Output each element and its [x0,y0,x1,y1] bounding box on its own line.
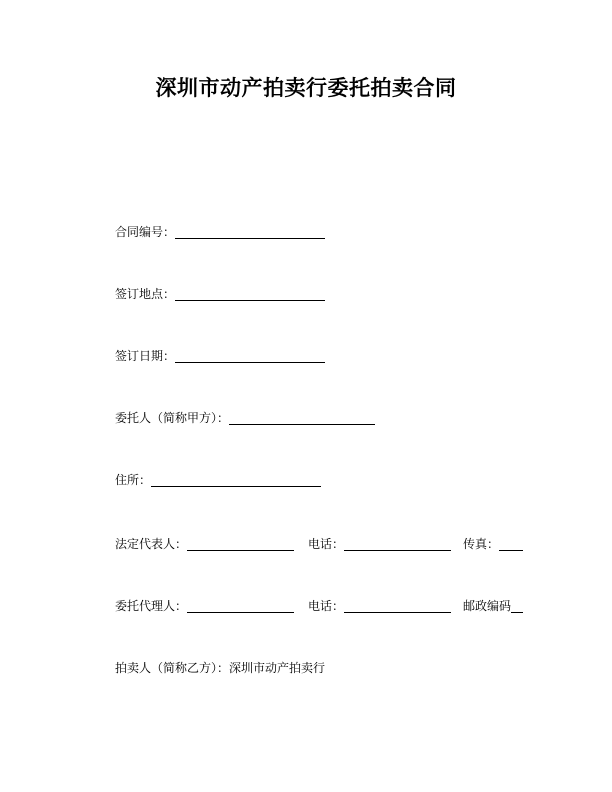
phone-label: 电话： [308,599,345,613]
agent-row [115,596,523,614]
legal-rep-blank[interactable] [187,536,294,551]
agent-blank[interactable] [187,598,294,613]
document-title: 深圳市动产拍卖行委托拍卖合同 [155,76,457,100]
sign-date-label: 签订日期： [115,349,176,363]
sign-date-row [115,346,325,364]
auctioneer-label: 拍卖人（简称乙方）： [115,661,230,675]
fax-blank[interactable] [499,536,523,551]
legal-rep-row [115,534,523,552]
contract-number-row [115,222,325,240]
client-row [115,408,375,426]
agent-label: 委托代理人： [115,599,188,613]
client-blank[interactable] [229,410,375,425]
postcode-blank[interactable] [511,598,523,613]
sign-place-row [115,284,325,302]
postcode-label: 邮政编码 [463,599,512,613]
address-label: 住所： [115,473,152,487]
auctioneer-value: 深圳市动产拍卖行 [229,661,326,675]
legal-rep-label: 法定代表人： [115,537,188,551]
client-label: 委托人（简称甲方）： [115,411,230,425]
fax-label: 传真： [463,537,500,551]
auctioneer-row [115,658,325,676]
phone-label: 电话： [308,537,345,551]
contract-number-label: 合同编号： [115,225,176,239]
address-row [115,470,321,488]
address-blank[interactable] [151,472,321,487]
sign-place-blank[interactable] [175,286,325,301]
phone-blank[interactable] [344,536,451,551]
sign-date-blank[interactable] [175,348,325,363]
phone-blank[interactable] [344,598,451,613]
contract-number-blank[interactable] [175,224,325,239]
sign-place-label: 签订地点： [115,287,176,301]
